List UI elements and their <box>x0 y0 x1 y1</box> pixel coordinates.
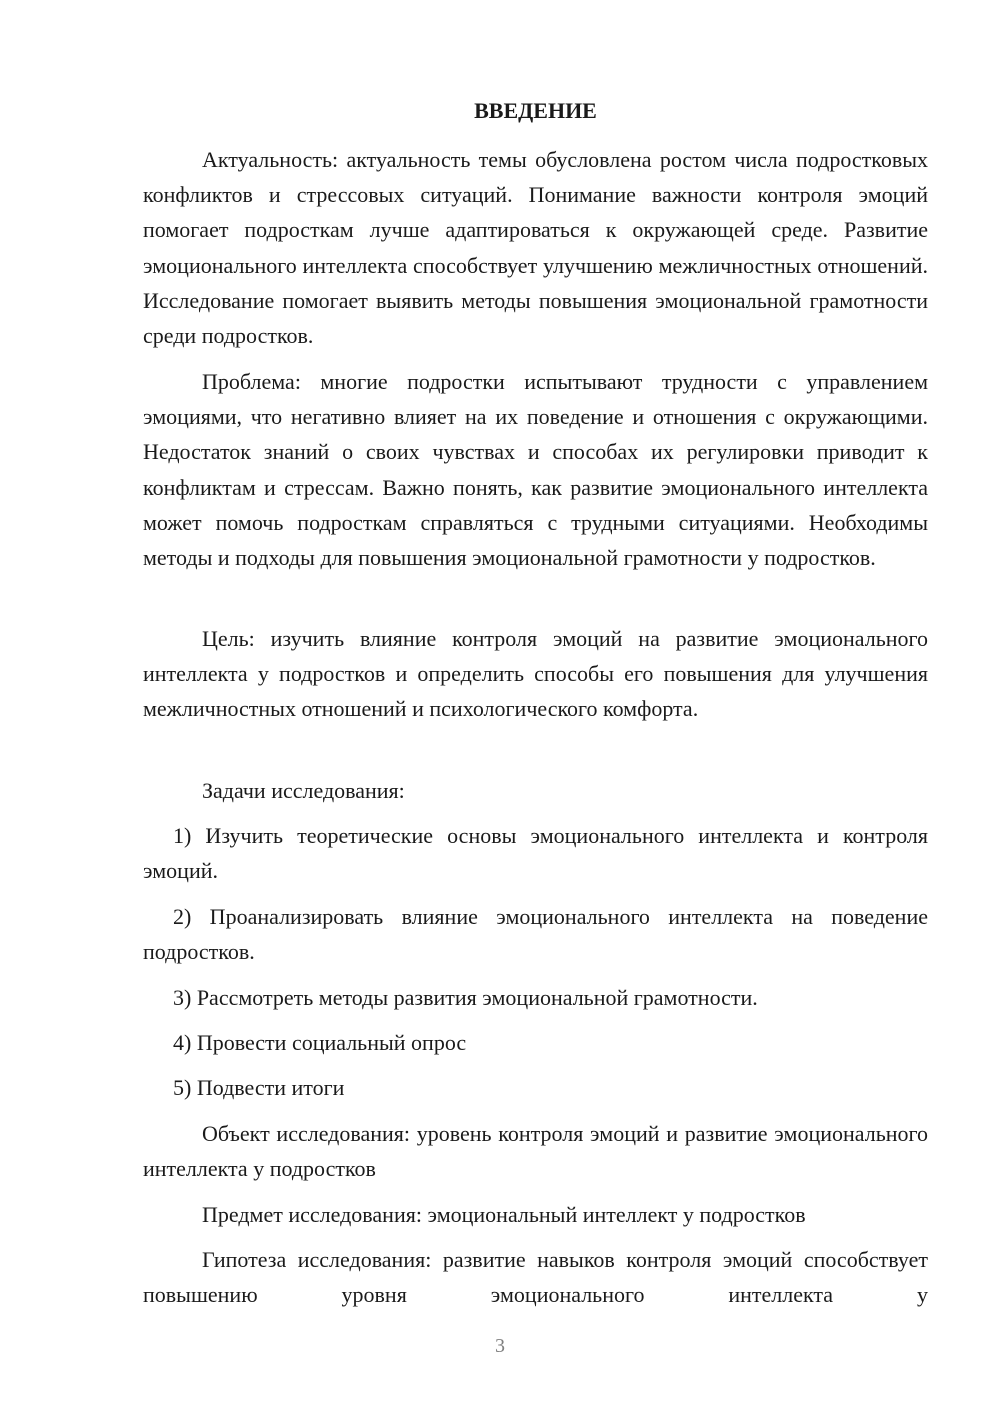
section-heading: ВВЕДЕНИЕ <box>474 98 597 123</box>
task-item-5: 5) Подвести итоги <box>173 1075 345 1100</box>
page-number: 3 <box>495 1335 505 1357</box>
task-item-4: 4) Провести социальный опрос <box>173 1030 467 1055</box>
relevance-paragraph: Актуальность: актуальность темы обусловлена ростом числа подростковых конфликтов и стрессовых ситуаций. Понимание важности контроля эмоций помогает подросткам лучше адаптироваться к окружающей среде. Развитие эмоционального интеллекта способствует улучшению межличностных отношений. Исследование помогает выявить методы повышения эмоциональной грамотности среди подростков. <box>143 147 928 349</box>
object-paragraph: Объект исследования: уровень контроля эмоций и развитие эмоционального интеллекта у подростков <box>143 1121 928 1182</box>
task-item-2: 2) Проанализировать влияние эмоционального интеллекта на поведение подростков. <box>143 904 928 965</box>
subject-paragraph: Предмет исследования: эмоциональный интеллект у подростков <box>202 1202 806 1227</box>
tasks-title: Задачи исследования: <box>202 778 405 803</box>
problem-paragraph: Проблема: многие подростки испытывают трудности с управлением эмоциями, что негативно влияет на их поведение и отношения с окружающими. Недостаток знаний о своих чувствах и способах их регулировки приводит к конфликтам и стрессам. Важно понять, как развитие эмоционального интеллекта может помочь подросткам справляться с трудными ситуациями. Необходимы методы и подходы для повышения эмоциональной грамотности у подростков. <box>143 369 928 571</box>
goal-paragraph: Цель: изучить влияние контроля эмоций на развитие эмоционального интеллекта у подростков и определить способы его повышения для улучшения межличностных отношений и психологического комфорта. <box>143 626 928 722</box>
hypothesis-paragraph: Гипотеза исследования: развитие навыков контроля эмоций способствует повышению уровня эмоционального интеллекта у <box>143 1247 928 1308</box>
task-item-1: 1) Изучить теоретические основы эмоционального интеллекта и контроля эмоций. <box>143 823 928 884</box>
task-item-3: 3) Рассмотреть методы развития эмоциональной грамотности. <box>173 985 758 1010</box>
